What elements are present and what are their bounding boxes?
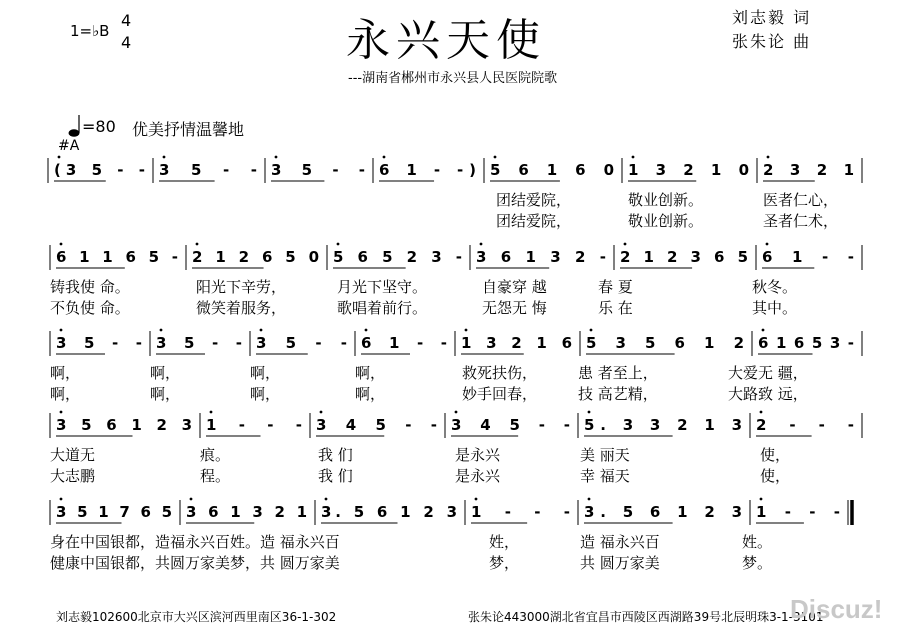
lyric-text: 痕。 bbox=[200, 446, 231, 464]
measure-notes: 3 5 - - bbox=[159, 161, 257, 179]
lyric-text: 秋冬。 bbox=[752, 278, 798, 296]
lyric-text: 妙手回春， bbox=[462, 385, 538, 403]
octave-dot bbox=[760, 498, 763, 501]
octave-dot bbox=[260, 329, 263, 332]
measure-notes: 6 1 - - bbox=[762, 248, 854, 266]
lyric-text: 姓， bbox=[489, 533, 520, 551]
lyric-text: 歌唱着前行。 bbox=[337, 299, 428, 317]
lyric-text: 团结爱院， bbox=[496, 212, 572, 230]
lyric-text: 使， bbox=[760, 467, 791, 485]
lyric-text: 啊， bbox=[250, 385, 281, 403]
octave-dot bbox=[60, 498, 63, 501]
octave-dot bbox=[58, 156, 61, 159]
octave-dot bbox=[60, 243, 63, 246]
lyric-text: 梦。 bbox=[742, 554, 773, 572]
lyricist-address: 刘志毅102600北京市大兴区滨河西里南区36-1-302 bbox=[56, 610, 337, 624]
lyric-text: 大爱无 疆， bbox=[728, 364, 808, 382]
measure-notes: 3 5 1 7 6 5 bbox=[56, 503, 172, 521]
lyric-text: 我 们 bbox=[318, 467, 353, 485]
measure-notes: 3 4 5 - - bbox=[316, 416, 437, 434]
watermark: Discuz! bbox=[790, 594, 883, 624]
lyric-text: 造 福永兴百 bbox=[580, 533, 660, 551]
octave-dot bbox=[590, 329, 593, 332]
lyric-text: 大道无 bbox=[50, 446, 96, 464]
lyric-text: 美 丽天 bbox=[580, 446, 630, 464]
composer-credit: 张朱论 曲 bbox=[732, 32, 812, 51]
octave-dot bbox=[632, 156, 635, 159]
measure-notes: 3. 5 6 1 2 3 bbox=[584, 503, 742, 521]
octave-dot bbox=[163, 156, 166, 159]
measure-notes: 1 - - - bbox=[206, 416, 302, 434]
lyric-text: 啊， bbox=[355, 385, 386, 403]
measure-notes: 6 1 1 6 5 - bbox=[56, 248, 178, 266]
time-signature-top: 4 bbox=[121, 11, 132, 30]
octave-dot bbox=[767, 156, 770, 159]
lyric-text: 健康中国银都，共圆万家美梦，共 圆万家美 bbox=[50, 554, 340, 572]
octave-dot bbox=[325, 498, 328, 501]
lyric-text: 使， bbox=[760, 446, 791, 464]
measure-notes: 3 5 - - bbox=[56, 334, 142, 352]
measure-notes: 5 6 1 6 0 bbox=[490, 161, 614, 179]
octave-dot bbox=[480, 243, 483, 246]
lyric-text: 啊， bbox=[50, 385, 81, 403]
measure-notes: 3 6 1 3 2 1 bbox=[186, 503, 307, 521]
measure-notes: 3 5 - - bbox=[256, 334, 347, 352]
octave-dot bbox=[60, 411, 63, 414]
measure-notes: (3 5 - - bbox=[54, 161, 145, 179]
lyric-text: 自豪穿 越 bbox=[482, 278, 547, 296]
octave-dot bbox=[588, 498, 591, 501]
measure-notes: 2 1 2 3 6 5 bbox=[620, 248, 748, 266]
lyric-text: 啊， bbox=[355, 364, 386, 382]
lyric-text: 我 们 bbox=[318, 446, 353, 464]
measure-notes: 2 1 2 6 5 0 bbox=[192, 248, 319, 266]
lyric-text: 啊， bbox=[250, 364, 281, 382]
composer-address: 张朱论443000湖北省宜昌市西陵区西湖路39号北辰明珠3-1-3101 bbox=[468, 610, 824, 624]
octave-dot bbox=[588, 411, 591, 414]
measure-notes: 2 - - - bbox=[756, 416, 854, 434]
lyric-text: 医者仁心， bbox=[763, 191, 839, 209]
measure-notes: 3 4 5 - - bbox=[451, 416, 570, 434]
measure-notes: 1 3 2 1 0 bbox=[628, 161, 749, 179]
measure-notes: 3. 5 6 1 2 3 bbox=[321, 503, 457, 521]
measure-notes: 5 3 5 6 1 2 bbox=[586, 334, 744, 352]
octave-dot bbox=[760, 411, 763, 414]
measure-notes: 5. 3 3 2 1 3 bbox=[584, 416, 742, 434]
measure-notes: 6 1 - -) bbox=[379, 161, 476, 179]
measure-notes: 6 1 6 5 3 - bbox=[758, 334, 854, 352]
octave-dot bbox=[762, 329, 765, 332]
lyric-text: 月光下坚守。 bbox=[337, 278, 428, 296]
measure-notes: 6 1 - - bbox=[361, 334, 447, 352]
octave-dot bbox=[455, 411, 458, 414]
measure-notes: 1 - - - bbox=[756, 503, 840, 521]
lyric-text: 团结爱院， bbox=[496, 191, 572, 209]
measure-notes: 1 - - - bbox=[471, 503, 570, 521]
lyric-text: 圣者仁术， bbox=[763, 212, 839, 230]
rehearsal-mark: #A bbox=[58, 138, 80, 154]
lyric-text: 身在中国银都，造福永兴百姓。造 福永兴百 bbox=[50, 533, 340, 551]
octave-dot bbox=[60, 329, 63, 332]
lyric-text: 铸我使 命。 bbox=[50, 278, 130, 296]
octave-dot bbox=[190, 498, 193, 501]
lyric-text: 无怨无 悔 bbox=[482, 299, 547, 317]
lyricist-credit: 刘志毅 词 bbox=[732, 8, 812, 27]
octave-dot bbox=[160, 329, 163, 332]
lyric-text: 姓。 bbox=[742, 533, 773, 551]
measure-notes: 2 3 2 1 bbox=[763, 161, 854, 179]
lyric-text: 幸 福天 bbox=[580, 467, 630, 485]
octave-dot bbox=[624, 243, 627, 246]
lyric-text: 敬业创新。 bbox=[628, 191, 704, 209]
lyric-text: 不负使 命。 bbox=[50, 299, 130, 317]
expression-marking: 优美抒情温馨地 bbox=[132, 120, 245, 139]
measure-notes: 3 5 - - bbox=[156, 334, 242, 352]
lyric-text: 技 高艺精， bbox=[578, 385, 658, 403]
lyric-text: 是永兴 bbox=[455, 446, 501, 464]
lyric-text: 啊， bbox=[150, 364, 181, 382]
octave-dot bbox=[196, 243, 199, 246]
octave-dot bbox=[766, 243, 769, 246]
song-subtitle: ---湖南省郴州市永兴县人民医院院歌 bbox=[348, 71, 558, 86]
lyric-text: 啊， bbox=[50, 364, 81, 382]
lyric-text: 大路致 远， bbox=[728, 385, 808, 403]
octave-dot bbox=[475, 498, 478, 501]
lyric-text: 患 者至上， bbox=[578, 364, 658, 382]
measure-notes: 3 6 1 3 2 - bbox=[476, 248, 606, 266]
octave-dot bbox=[337, 243, 340, 246]
lyric-text: 共 圆万家美 bbox=[580, 554, 660, 572]
octave-dot bbox=[383, 156, 386, 159]
measure-notes: 3 5 - - bbox=[271, 161, 365, 179]
lyric-text: 其中。 bbox=[752, 299, 798, 317]
tempo-marking: =80 bbox=[82, 117, 116, 136]
lyric-text: 大志鹏 bbox=[50, 467, 96, 485]
measure-notes: 5 6 5 2 3 - bbox=[333, 248, 462, 266]
octave-dot bbox=[465, 329, 468, 332]
octave-dot bbox=[275, 156, 278, 159]
lyric-text: 乐 在 bbox=[598, 299, 633, 317]
lyric-text: 敬业创新。 bbox=[628, 212, 704, 230]
octave-dot bbox=[320, 411, 323, 414]
lyric-text: 啊， bbox=[150, 385, 181, 403]
key-signature: 1=♭B bbox=[70, 22, 110, 40]
lyric-text: 救死扶伤， bbox=[462, 364, 538, 382]
octave-dot bbox=[365, 329, 368, 332]
measure-notes: 3 5 6 1 2 3 bbox=[56, 416, 192, 434]
measure-notes: 1 3 2 1 6 bbox=[461, 334, 572, 352]
lyric-text: 阳光下辛劳， bbox=[196, 278, 287, 296]
time-signature-bottom: 4 bbox=[121, 33, 132, 52]
lyric-text: 是永兴 bbox=[455, 467, 501, 485]
song-title: 永兴天使 bbox=[346, 15, 546, 66]
lyric-text: 程。 bbox=[200, 467, 231, 485]
octave-dot bbox=[210, 411, 213, 414]
lyric-text: 梦， bbox=[489, 554, 520, 572]
lyric-text: 春 夏 bbox=[598, 278, 633, 296]
lyric-text: 微笑着服务， bbox=[196, 299, 287, 317]
octave-dot bbox=[494, 156, 497, 159]
